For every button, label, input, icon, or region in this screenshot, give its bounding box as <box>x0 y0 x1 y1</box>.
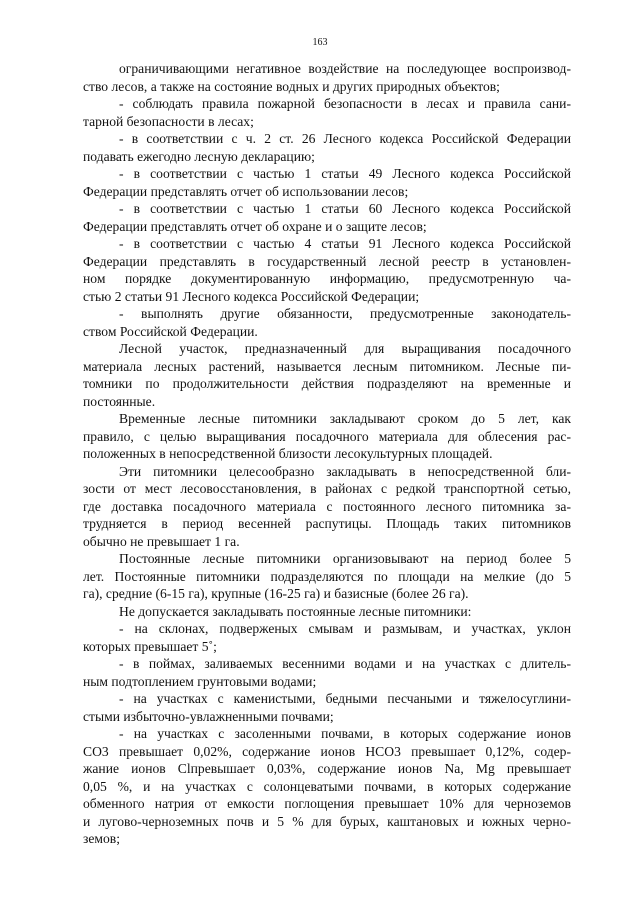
paragraph <box>83 305 571 340</box>
text-line: тарной безопасности в лесах; <box>83 113 254 129</box>
text-line: стыми избыточно-увлажненными почвами; <box>83 708 334 724</box>
paragraph <box>83 95 571 130</box>
text-line: обычно не превышает 1 га. <box>83 533 240 549</box>
text-line: ным подтоплением грунтовыми водами; <box>83 673 317 689</box>
text-line: которых превышает 5˚; <box>83 638 217 654</box>
text-line: земов; <box>83 831 120 846</box>
text-line: правило, с целью выращивания посадочного материала для облесения рас- <box>83 428 571 444</box>
text-line: - на участках с каменистыми, бедными песчаными и тяжелосуглини- <box>119 691 571 706</box>
text-line: - в соответствии с частью 1 статьи 49 Лесного кодекса Российской <box>119 166 571 181</box>
text-line: обменного натрия от емкости поглощения превышает 10% для черноземов <box>83 796 571 811</box>
text-line: га), средние (6-15 га), крупные (16-25 га) и базисные (более 26 га). <box>83 586 469 601</box>
text-body <box>83 60 571 848</box>
text-line: жание ионов Clпревышает 0,03%, содержание ионов Na, Mg превышает <box>83 761 571 776</box>
text-line: - в соответствии с частью 1 статьи 60 Лесного кодекса Российской <box>119 201 571 216</box>
text-line: Федерации представлять отчет об охране и о защите лесов; <box>83 218 427 234</box>
paragraph <box>83 463 571 551</box>
text-line: лет. Постоянные питомники подразделяются по площади на мелкие (до 5 <box>83 568 571 584</box>
text-line: Временные лесные питомники закладывают сроком до 5 лет, как <box>119 411 571 426</box>
text-line: ном порядке документированную информацию, предусмотренную ча- <box>83 271 571 286</box>
paragraph <box>83 165 571 200</box>
text-line: где доставка посадочного материала с постоянного лесного питомника за- <box>83 498 571 514</box>
text-line: Федерации представлять отчет об использовании лесов; <box>83 183 409 199</box>
text-line: - в соответствии с частью 4 статьи 91 Лесного кодекса Российской <box>119 236 571 251</box>
paragraph <box>83 235 571 305</box>
text-line: - выполнять другие обязанности, предусмотренные законодатель- <box>119 306 571 321</box>
paragraph <box>83 690 571 725</box>
paragraph <box>83 655 571 690</box>
text-line: Лесной участок, предназначенный для выращивания посадочного <box>119 341 571 356</box>
text-line: СО3 превышает 0,02%, содержание ионов НСО3 превышает 0,12%, содер- <box>83 743 571 759</box>
text-line: - соблюдать правила пожарной безопасности в лесах и правила сани- <box>119 96 571 111</box>
text-line: подавать ежегодно лесную декларацию; <box>83 148 315 164</box>
paragraph <box>83 620 571 655</box>
text-line: - на склонах, подверженых смывам и размывам, и участках, уклон <box>119 621 571 636</box>
text-line: положенных в непосредственной близости лесокультурных площадей. <box>83 446 493 461</box>
text-line: ство лесов, а также на состояние водных и других природных объектов; <box>83 78 500 94</box>
paragraph <box>83 130 571 165</box>
text-line: и лугово-черноземных почв и 5 % для бурых, каштановых и южных черно- <box>83 813 571 829</box>
text-line: постоянные. <box>83 393 156 409</box>
paragraph <box>83 410 571 463</box>
text-line: Федерации представлять в государственный лесной реестр в установлен- <box>83 253 571 269</box>
text-line: - на участках с засоленными почвами, в которых содержание ионов <box>119 726 571 741</box>
text-line: зости от мест лесовосстановления, в районах с редкой транспортной сетью, <box>83 481 571 496</box>
page-number: 163 <box>312 37 328 48</box>
text-line: - в поймах, заливаемых весенними водами и на участках с длитель- <box>119 656 571 671</box>
paragraph <box>83 340 571 410</box>
text-line: Эти питомники целесообразно закладывать в непосредственной бли- <box>119 463 571 479</box>
text-line: Не допускается закладывать постоянные лесные питомники: <box>119 603 472 619</box>
text-line: Постоянные лесные питомники организовывают на период более 5 <box>119 551 571 566</box>
text-line: 0,05 %, и на участках с солонцеватыми почвами, в которых содержание <box>83 778 571 794</box>
paragraph <box>83 200 571 235</box>
text-line: материала лесных растений, называется лесным питомником. Лесные пи- <box>83 358 571 374</box>
paragraph <box>83 603 571 621</box>
text-line: стью 2 статьи 91 Лесного кодекса Российской Федерации; <box>83 288 420 304</box>
paragraph <box>83 550 571 603</box>
paragraph <box>83 725 571 848</box>
text-line: томники по продолжительности действия подразделяют на временные и <box>83 376 571 391</box>
text-line: трудняется в период весенней распутицы. Площадь таких питомников <box>83 516 571 531</box>
text-line: - в соответствии с ч. 2 ст. 26 Лесного кодекса Российской Федерации <box>119 131 571 146</box>
text-line: ограничивающими негативное воздействие на последующее воспроизвод- <box>119 61 571 76</box>
text-line: ством Российской Федерации. <box>83 323 258 339</box>
paragraph <box>83 60 571 95</box>
